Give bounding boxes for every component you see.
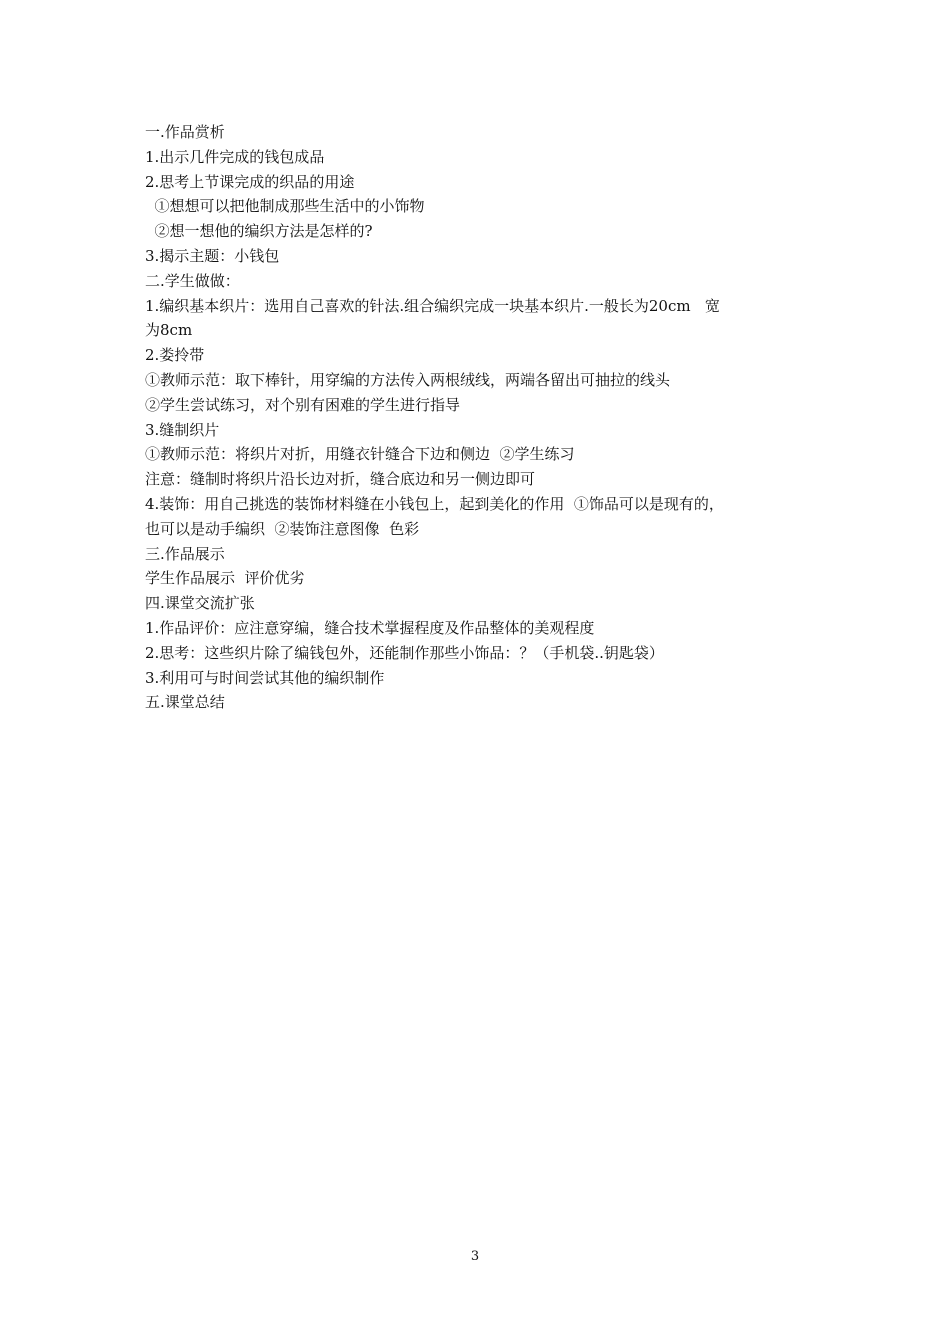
- text-line: 注意：缝制时将织片沿长边对折，缝合底边和另一侧边即可: [145, 470, 536, 489]
- text-line: ①教师示范：将织片对折，用缝衣针缝合下边和侧边 ②学生练习: [145, 445, 575, 464]
- text-line: ①教师示范：取下棒针，用穿编的方法传入两根绒线，两端各留出可抽拉的线头: [145, 370, 671, 389]
- text-line: ①想想可以把他制成那些生活中的小饰物: [145, 197, 425, 216]
- text-line: 学生作品展示 评价优劣: [145, 569, 305, 588]
- text-line: ②想一想他的编织方法是怎样的?: [145, 222, 373, 241]
- section-heading-2: 二.学生做做：: [145, 271, 240, 290]
- text-line: 3.揭示主题：小钱包: [145, 246, 280, 265]
- text-line: 1.作品评价：应注意穿编，缝合技术掌握程度及作品整体的美观程度: [145, 618, 595, 637]
- section-heading-1: 一.作品赏析: [145, 123, 225, 141]
- text-line: ②学生尝试练习，对个别有困难的学生进行指导: [145, 395, 461, 414]
- text-line: 2.思考上节课完成的织品的用途: [145, 172, 355, 191]
- text-line: 1.出示几件完成的钱包成品: [145, 147, 325, 166]
- text-line: 4.装饰：用自己挑选的装饰材料缝在小钱包上，起到美化的作用 ①饰品可以是现有的，: [145, 494, 724, 513]
- text-line: 3.缝制织片: [145, 420, 220, 439]
- text-line: 1.编织基本织片：选用自己喜欢的针法.组合编织完成一块基本织片.一般长为20cm 宽: [145, 296, 720, 315]
- text-line: 2.思考：这些织片除了编钱包外，还能制作那些小饰品：？（手机袋..钥匙袋）: [145, 643, 664, 662]
- document-body: [145, 120, 825, 715]
- section-heading-3: 三.作品展示: [145, 544, 225, 563]
- text-line: 也可以是动手编织 ②装饰注意图像 色彩: [145, 519, 420, 538]
- text-line: 2.娄拎带: [145, 346, 205, 365]
- section-heading-4: 四.课堂交流扩张: [145, 594, 255, 613]
- page-number: 3: [470, 1249, 480, 1264]
- text-line: 为8cm: [145, 321, 193, 340]
- section-heading-5: 五.课堂总结: [145, 693, 225, 712]
- text-line: 3.利用可与时间尝试其他的编织制作: [145, 668, 385, 687]
